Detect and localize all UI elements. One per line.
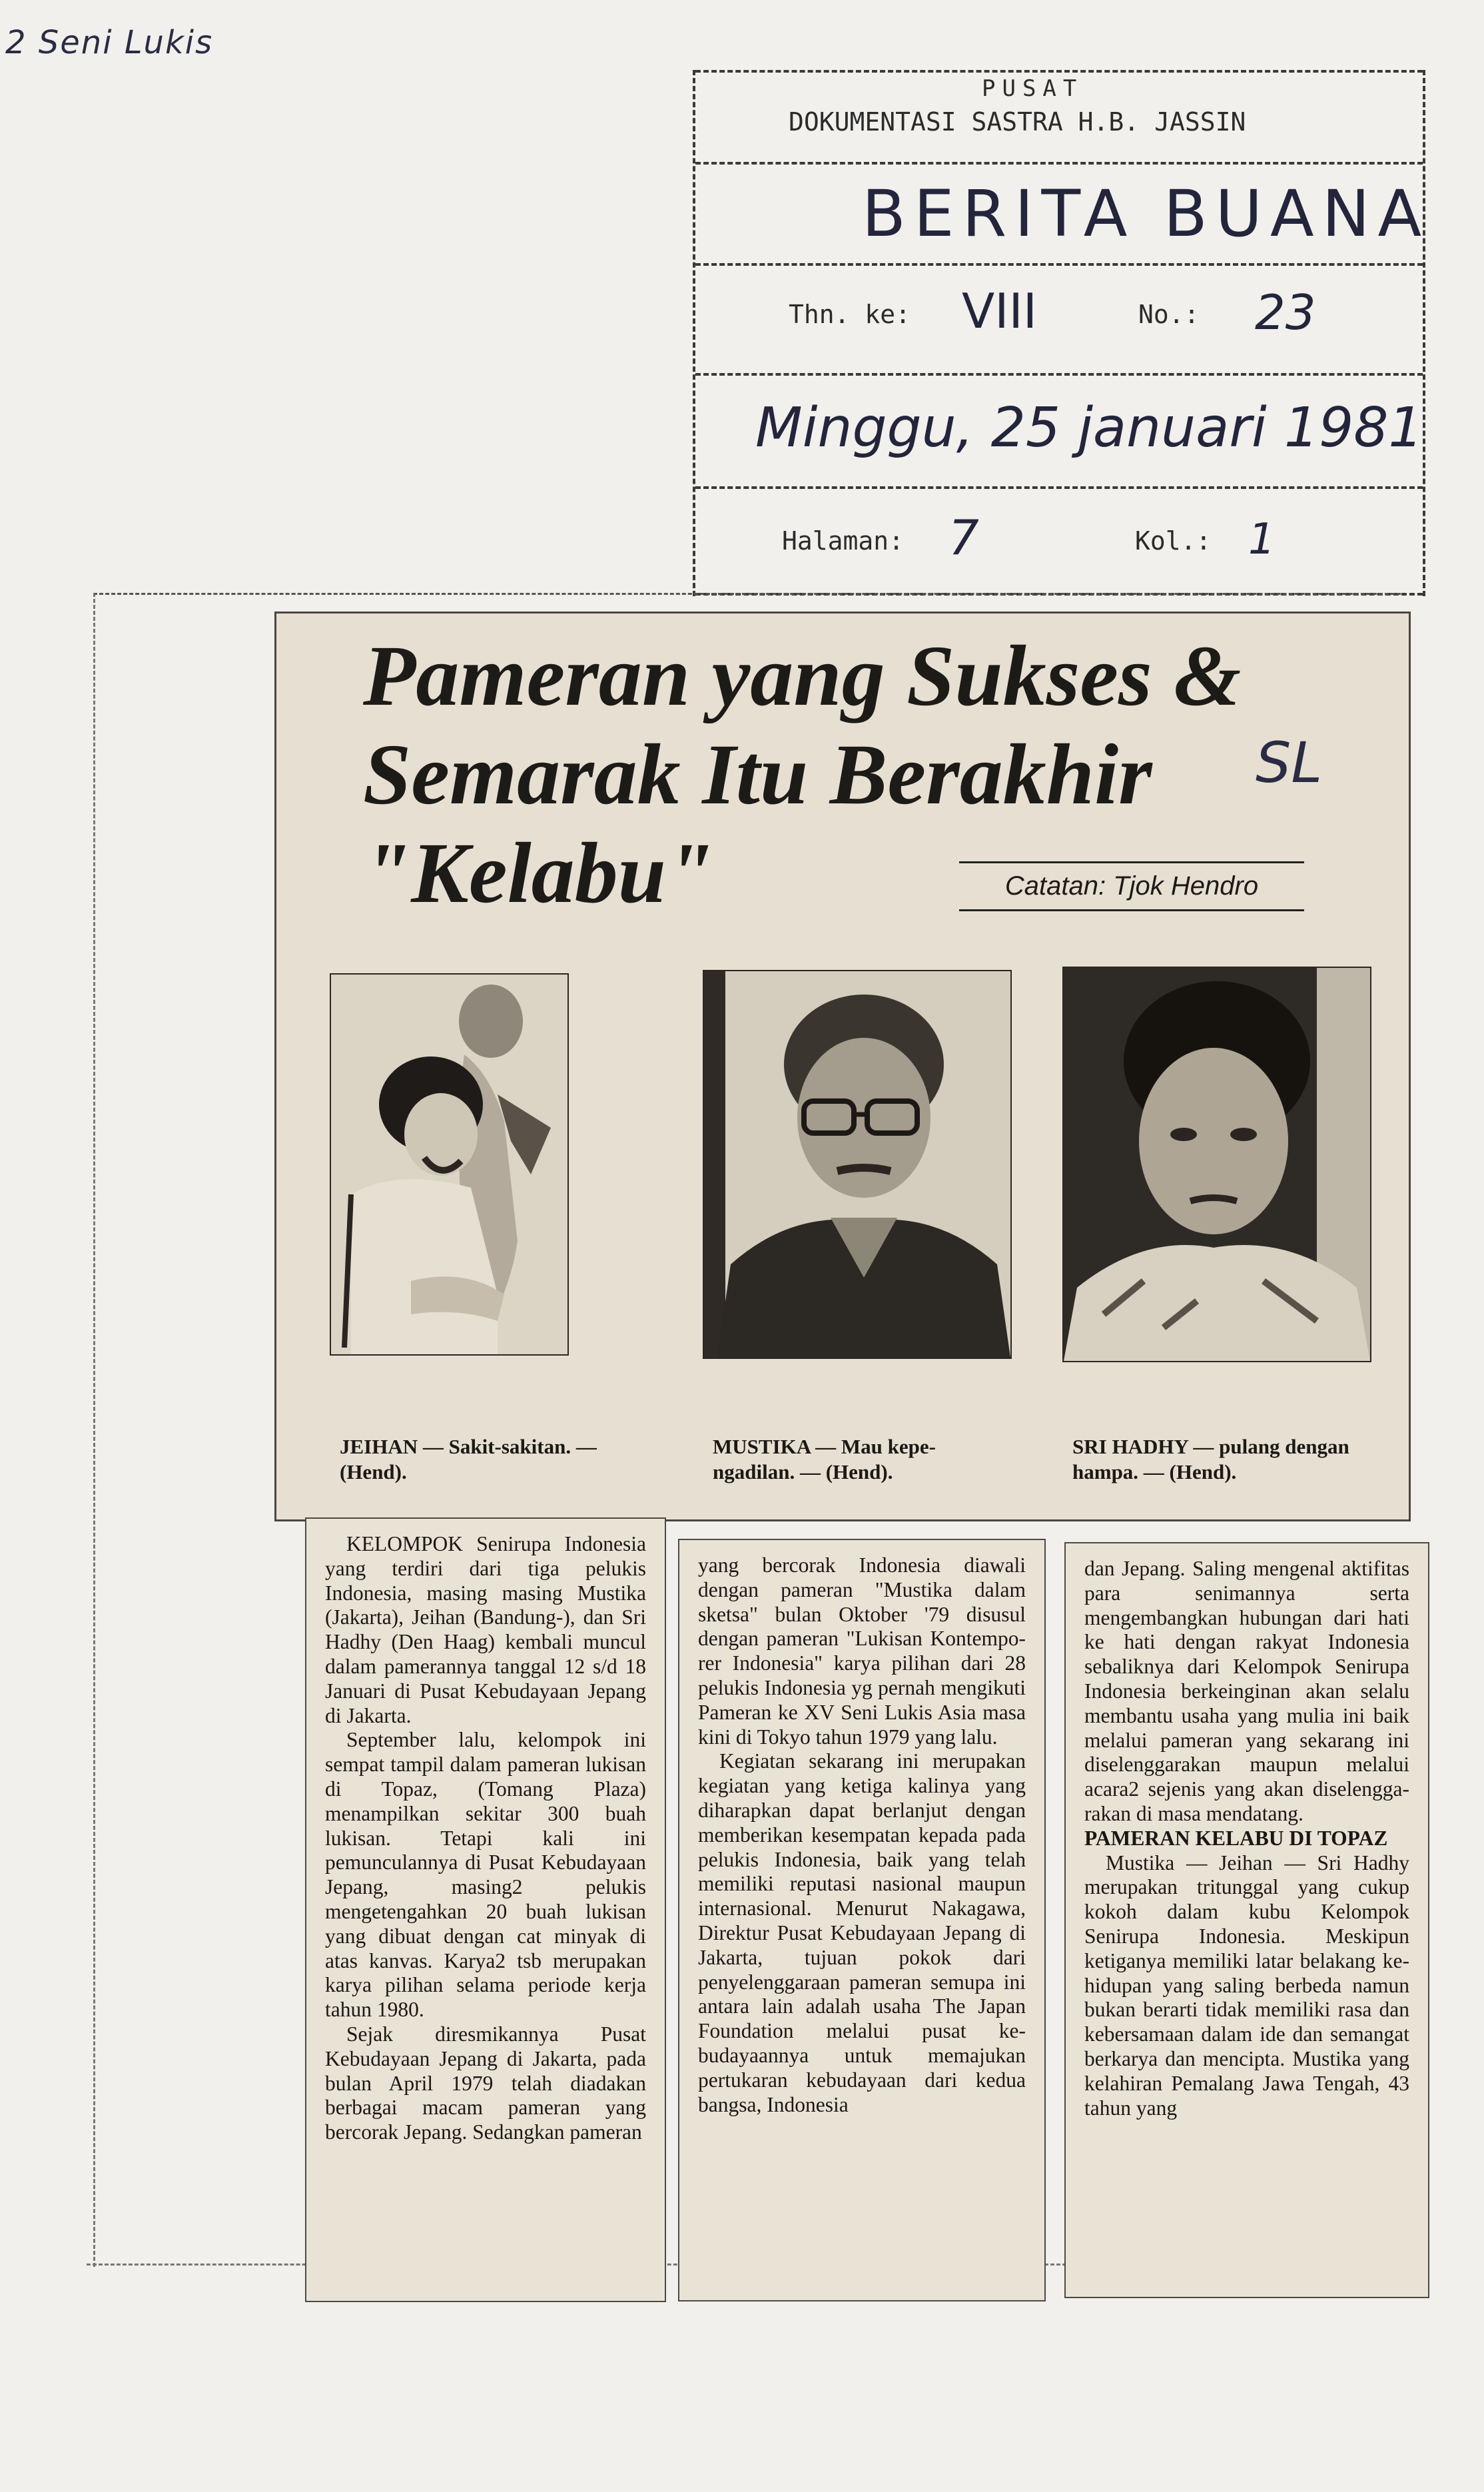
article-column-2 <box>678 1539 1046 2301</box>
photo-jeihan <box>330 973 569 1356</box>
stamp-column-value: 1 <box>1248 515 1276 564</box>
stamp-line <box>695 373 1423 376</box>
stamp-year-label: Thn. ke: <box>789 300 911 329</box>
stamp-year-value: VIII <box>962 283 1037 339</box>
stamp-institution-line2: DOKUMENTASI SASTRA H.B. JASSIN <box>789 107 1246 137</box>
stamp-line <box>695 70 1423 73</box>
photo-mustika <box>703 970 1012 1359</box>
archive-stamp <box>693 70 1430 596</box>
article-headline: Pameran yang Sukses & Semarak Itu Berakhir "Kelabu" <box>363 628 1242 921</box>
photo-jeihan-image <box>331 975 567 1354</box>
paragraph: Kegiatan sekarang ini merupakan kegiatan yang ketiga kalinya yang diharapkan dapat berlanjut dengan memberikan kesempatan kepada pada pelukis Indonesia, baik yang telah memiliki reputasi nasional maupun internasional. Menurut Nakagawa, Direktur Pusat Kebudayaan Jepang di Jakarta, tujuan pokok dari penyelenggaraan pameran semupa ini antara lain adalah usaha The Japan Foundation melalui pusat kebudayaannya untuk memajukan pertukaran kebudayaan dari kedua bangsa, Indonesia <box>698 1749 1026 2116</box>
stamp-number-value: 23 <box>1255 284 1316 340</box>
section-subheading: PAMERAN KELABU DI TOPAZ <box>1084 1826 1388 1850</box>
stamp-line <box>695 486 1423 489</box>
stamp-line <box>695 263 1423 266</box>
paragraph: Mustika — Jeihan — Sri Hadhy merupakan tritunggal yang cukup kokoh dalam kubu Kelompok Senirupa Indonesia. Meskipun ketiganya memiliki latar belakang kehidupan yang saling berbeda namun bukan berarti tidak memiliki rasa dan kebersamaan dalam ide dan semangat berkarya dan mencipta. Mustika yang kelahiran Pemalang Jawa Tengah, 43 tahun yang <box>1084 1851 1409 2120</box>
caption-sri-hadhy: SRI HADHY — pulang dengan hampa. — (Hend). <box>1072 1435 1349 1483</box>
paragraph: KELOMPOK Senirupa Indonesia yang terdiri dari tiga pelukis Indonesia, masing masing Mustika (Jakarta), Jeihan (Bandung-), dan Sri Hadhy (Den Haag) kembali muncul dalam pamerannya tanggal 12 s/d 18 Januari di Pusat Kebudayaan Jepang di Jakarta. <box>325 1532 646 1727</box>
paragraph: yang bercorak Indonesia diawali dengan pameran "Mustika dalam sketsa" bulan Oktober '79 disusul dengan pameran "Lukisan Kontemporer Indonesia" karya pilihan dari 28 pelukis Indonesia yg pernah mengikuti Pameran ke XV Seni Lukis Asia masa kini di Tokyo tahun 1979 yang lalu. <box>698 1553 1026 1749</box>
stamp-number-label: No.: <box>1138 300 1200 329</box>
headline-handwritten-mark: SL <box>1256 730 1323 795</box>
photo-sri-hadhy-image <box>1064 968 1370 1361</box>
article-byline: Catatan: Tjok Hendro <box>959 861 1304 911</box>
photo-sri-hadhy <box>1062 967 1371 1362</box>
stamp-column-label: Kol.: <box>1135 526 1212 556</box>
newspaper-clipping <box>274 612 1411 1521</box>
stamp-page-value: 7 <box>948 510 979 566</box>
paragraph: September lalu, kelompok ini sempat tampil dalam pameran lukisan di Topaz, (Tomang Plaza) menampilkan sekitar 300 buah lukisan. Tetapi kali ini pemunculannya di Pusat Kebudayaan Jepang, masing2 pelukis mengetengahkan 20 buah lukisan yang dibuat dengan cat minyak di atas kanvas. Karya2 tsb merupakan karya pilihan selama periode kerja tahun 1980. <box>325 1728 646 2022</box>
article-column-3 <box>1064 1542 1429 2298</box>
paragraph: dan Jepang. Saling mengenal aktifitas para senimannya serta mengembangkan hubungan dari hati ke hati dengan rakyat Indonesia sebaliknya dari Kelompok Senirupa Indonesia berkeinginan akan selalu membantu usaha yang mulia ini baik melalui pameran yang sekarang ini diselenggarakan maupun melalui acara2 sejenis yang akan diselenggarakan di masa mendatang. <box>1084 1557 1409 1825</box>
stamp-newspaper-name: BERITA BUANA <box>862 177 1430 251</box>
caption-jeihan: JEIHAN — Sakit-sakitan. — (Hend). <box>340 1435 597 1483</box>
margin-note: 2 Seni Lukis <box>5 24 214 61</box>
article-column-1 <box>305 1517 666 2302</box>
stamp-line <box>695 162 1423 165</box>
stamp-page-label: Halaman: <box>782 526 905 556</box>
caption-mustika: MUSTIKA — Mau kepengadilan. — (Hend). <box>713 1435 936 1483</box>
stamp-institution-line1: PUSAT <box>982 75 1084 102</box>
paragraph: Sejak diresmikannya Pusat Kebudayaan Jepang di Jakarta, pada bulan April 1979 telah diadakan berbagai macam pameran yang bercorak Jepang. Sedangkan pameran <box>325 2022 646 2144</box>
stamp-date: Minggu, 25 januari 1981 <box>755 396 1423 460</box>
photo-mustika-image <box>704 971 1010 1358</box>
